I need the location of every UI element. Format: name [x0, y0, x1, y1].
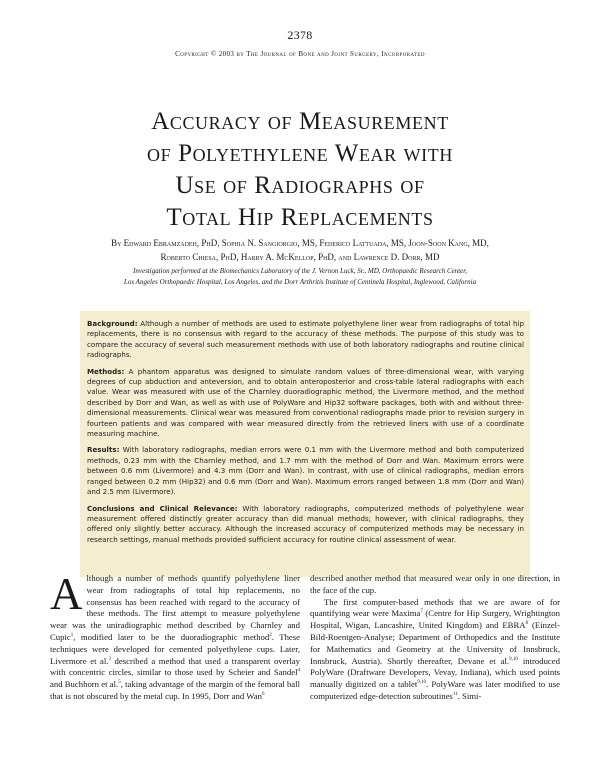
abstract-box: [80, 311, 530, 577]
reference: 6: [261, 692, 265, 698]
text-run: , taking advantage of the margin of the femoral ball that is not obscured by the metal cup. In 1995, Dorr and Wan: [50, 679, 300, 701]
body-text: [50, 569, 560, 773]
reference: 5: [118, 680, 121, 686]
title-line: Total Hip Replacements: [166, 204, 434, 231]
section-label: Methods:: [87, 366, 125, 376]
section-label: Background:: [87, 319, 138, 328]
author-line: By Edward Ebramzadeh, PhD, Sophia N. Sangiorgio, MS, Federico Lattuada, MS, Joon-Soon Kang, MD,: [111, 238, 489, 248]
right-column: [310, 573, 560, 703]
reference: 8: [525, 621, 529, 627]
text-run: and Buchhorn et al.: [50, 679, 119, 690]
reference: 11: [452, 692, 458, 698]
copyright-line: Copyright © 2003 by The Journal of Bone and Joint Surgery, Incorporated: [175, 50, 425, 58]
title-line: Accuracy of Measurement: [151, 108, 449, 135]
section-text: Although a number of methods are used to estimate polyethylene liner wear from radiographs of total hip replacements, there is no consensus with regard to the accuracy of these methods. The purpose of this study was to compare the accuracy of several such measurement methods with use of both laboratory radiographs and routine clinical radiographs.: [87, 319, 524, 360]
section-label: Conclusions and Clinical Relevance:: [87, 503, 238, 513]
reference: 9,10: [417, 680, 427, 686]
text-run: (Einzel-Bild-Roentgen-Analyse; Department of Orthopedics and the Institute for Mathematics and Geometry at the University of Innsbruck, Innsbruck, Austria). Shortly thereafter, Devane et al.: [310, 620, 560, 666]
author-list: [40, 236, 560, 264]
abstract-conclusions: [87, 504, 524, 546]
abstract-background: [87, 319, 524, 361]
section-text: A phantom apparatus was designed to simulate random values of three-dimensional wear, with varying degrees of cup abduction and anteversion, and to obtain anteroposterior and cross-table lateral radiographs with each value. Wear was measured with use of the Charnley duoradiographic method, the Livermore method, and the method described by Dorr and Wan, as well as with use of PolyWare and Hip32 software packages, both with and without three-dimensional measurements. Clinical wear was measured from conventional radiographs made prior to revision surgery in fourteen patients and was compared with wear measured directly from the retrieved liners with use of a coordinate measuring machine.: [87, 366, 524, 439]
text-run: lthough a number of methods quantify polyethylene liner wear from radiographs of total hip replacements, no consensus has been reached with regard to the accuracy of these methods. The first attempt to measure polyethylene wear was the uniradiographic method described by Charnley and Cupic: [50, 573, 300, 642]
abstract-results: [87, 445, 524, 497]
text-run: described a method that used a transparent overlay with concentric circles, similar to those used by Scheier and Sandel: [50, 655, 300, 678]
left-column: [50, 569, 300, 703]
affiliation-line: Los Angeles Orthopaedic Hospital, Los Angeles, and the Dorr Arthritis Institute of Centinela Hospital, Inglewood, California: [123, 278, 477, 286]
author-line: Roberto Chiesa, PhD, Harry A. McKellop, PhD, and Lawrence D. Dorr, MD: [160, 252, 440, 262]
page-number: 2378: [287, 28, 313, 42]
reference: 9,10: [509, 656, 518, 662]
text-run: . Simi-: [457, 690, 482, 701]
section-text: With laboratory radiographs, computerized methods of polyethylene wear measurement offered distinctly greater accuracy than did manual methods; however, with clinical radiographs, they offered only slightly better accuracy. Although the increased accuracy of computerized methods may be necessary in research settings, manual methods provided sufficient accuracy for routine clinical assessment of wear.: [87, 503, 524, 544]
paragraph: described another method that measured wear only in one direction, in the face of the cup.: [310, 573, 560, 595]
text-run: . These techniques were developed for cemented polyethylene cups. Later, Livermore et al.: [50, 631, 300, 666]
reference: 4: [297, 668, 300, 674]
drop-cap: A: [50, 569, 83, 619]
text-run: (Centre for Hip Surgery, Wrightington Hospital, Wigan, Lancashire, United Kingdom) and EBRA: [310, 608, 560, 631]
abstract-methods: [87, 367, 524, 440]
text-run: The first computer-based methods that we are aware of for quantifying wear were Maxima: [310, 596, 560, 619]
title-line: of Polyethylene Wear with: [147, 140, 453, 167]
reference: 1: [70, 633, 74, 639]
affiliation-line: Investigation performed at the Biomechanics Laboratory of the J. Vernon Luck, Sr., MD, Orthopaedic Research Center,: [133, 267, 467, 275]
text-run: . PolyWare was later modified to use computerized edge-detection subroutines: [310, 679, 560, 701]
paragraph: [310, 597, 560, 703]
text-run: introduced PolyWare (Draftware Developers, Vevay, Indiana), which used points manually digitized on a tablet: [310, 655, 560, 690]
section-text: With laboratory radiographs, median errors were 0.1 mm with the Livermore method and both computerized methods, 0.23 mm with the Charnley method, and 1.7 mm with the method of Dorr and Wan. Maximum errors were between 0.6 mm (Livermore) and 4.3 mm (Dorr and Wan). In contrast, with use of clinical radiographs, median errors ranged between 0.2 mm (Hip32) and 0.6 mm (Dorr and Wan). Maximum errors ranged between 1.8 mm (Dorr and Wan) and 2.5 mm (Livermore).: [87, 445, 524, 497]
article-title: [40, 106, 560, 234]
paragraph: [50, 569, 300, 703]
section-label: Results:: [87, 445, 120, 455]
title-line: Use of Radiographs of: [175, 172, 425, 199]
reference: 3: [108, 656, 111, 662]
text-run: , modified later to be the duoradiographic method: [73, 631, 270, 642]
affiliation: [40, 266, 560, 288]
reference: 2: [269, 633, 272, 639]
reference: 7: [420, 609, 423, 615]
